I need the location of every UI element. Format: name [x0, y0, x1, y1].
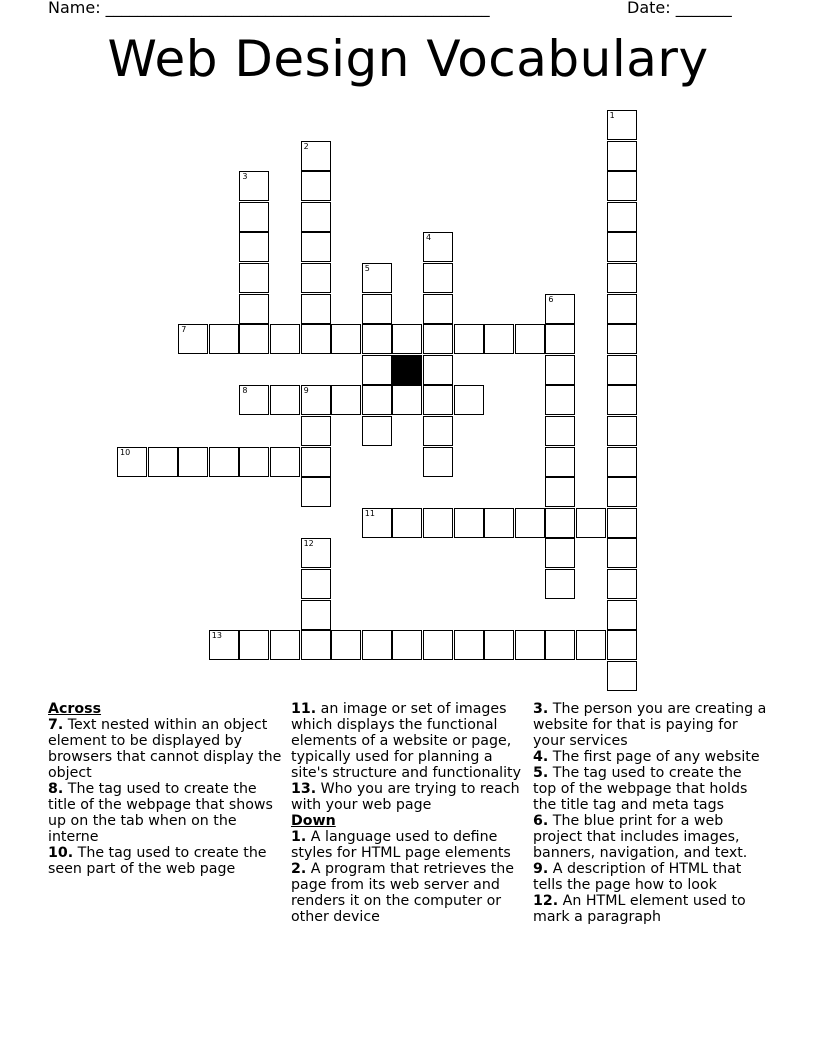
grid-cell[interactable] — [331, 324, 361, 354]
grid-cell[interactable] — [362, 263, 392, 293]
cell-number: 6 — [548, 294, 554, 304]
grid-cell[interactable] — [454, 508, 484, 538]
grid-cell[interactable] — [545, 508, 575, 538]
grid-cell[interactable] — [423, 508, 453, 538]
grid-cell[interactable] — [301, 141, 331, 171]
clue-across-7: 7. Text nested within an object element to be displayed by browsers that cannot display the object — [48, 717, 282, 781]
grid-cell[interactable] — [301, 202, 331, 232]
grid-cell[interactable] — [607, 630, 637, 660]
grid-cell[interactable] — [545, 477, 575, 507]
name-field-label: Name: ________________________________________________ — [48, 0, 490, 17]
grid-cell[interactable] — [117, 447, 147, 477]
grid-cell[interactable] — [423, 324, 453, 354]
grid-cell[interactable] — [607, 416, 637, 446]
grid-cell[interactable] — [178, 324, 208, 354]
down-heading: Down — [291, 813, 336, 829]
grid-cell[interactable] — [392, 324, 422, 354]
clues-column-2 — [291, 701, 527, 925]
grid-cell[interactable] — [607, 661, 637, 691]
grid-cell[interactable] — [270, 630, 300, 660]
grid-cell[interactable] — [484, 508, 514, 538]
grid-cell[interactable] — [301, 385, 331, 415]
grid-cell[interactable] — [239, 447, 269, 477]
clue-down-6: 6. The blue print for a web project that includes images, banners, navigation, and text. — [533, 813, 748, 861]
grid-cell[interactable] — [239, 232, 269, 262]
grid-cell[interactable] — [270, 447, 300, 477]
clue-across-10: 10. The tag used to create the seen part of the web page — [48, 845, 267, 877]
grid-cell[interactable] — [423, 294, 453, 324]
cell-number: 8 — [242, 386, 248, 396]
grid-cell[interactable] — [301, 477, 331, 507]
cell-number: 3 — [242, 172, 248, 182]
cell-number: 5 — [364, 264, 370, 273]
clue-down-12: 12. An HTML element used to mark a paragraph — [533, 893, 746, 925]
grid-cell[interactable] — [484, 324, 514, 354]
clues-column-1 — [48, 701, 284, 877]
clue-down-5: 5. The tag used to create the top of the webpage that holds the title tag and meta tags — [533, 765, 748, 813]
grid-cell[interactable] — [545, 447, 575, 477]
grid-cell[interactable] — [607, 385, 637, 415]
grid-cell[interactable] — [301, 171, 331, 201]
grid-cell[interactable] — [545, 630, 575, 660]
grid-cell[interactable] — [392, 630, 422, 660]
cell-number: 11 — [364, 508, 375, 518]
grid-cell[interactable] — [454, 324, 484, 354]
grid-cell[interactable] — [545, 294, 575, 324]
grid-cell[interactable] — [607, 171, 637, 201]
grid-cell[interactable] — [331, 630, 361, 660]
cell-number: 2 — [303, 141, 309, 151]
grid-cell[interactable] — [362, 294, 392, 324]
grid-cell[interactable] — [239, 385, 269, 415]
grid-cell[interactable] — [607, 538, 637, 568]
grid-cell[interactable] — [270, 324, 300, 354]
grid-cell[interactable] — [607, 569, 637, 599]
grid-cell[interactable] — [362, 324, 392, 354]
grid-cell[interactable] — [148, 447, 178, 477]
grid-cell[interactable] — [270, 385, 300, 415]
grid-cell[interactable] — [607, 508, 637, 538]
grid-cell[interactable] — [239, 294, 269, 324]
clue-down-2: 2. A program that retrieves the page from its web server and renders it on the computer or other device — [291, 861, 515, 925]
grid-cell[interactable] — [423, 355, 453, 385]
grid-cell[interactable] — [545, 569, 575, 599]
grid-cell[interactable] — [607, 447, 637, 477]
clue-down-1: 1. A language used to define styles for HTML page elements — [291, 829, 511, 861]
grid-cell[interactable] — [301, 324, 331, 354]
grid-cell[interactable] — [301, 232, 331, 262]
grid-cell[interactable] — [301, 447, 331, 477]
grid-cell[interactable] — [362, 630, 392, 660]
grid-cell[interactable] — [576, 508, 606, 538]
grid-cell[interactable] — [392, 385, 422, 415]
grid-block — [392, 355, 422, 385]
grid-cell[interactable] — [515, 630, 545, 660]
grid-cell[interactable] — [209, 324, 239, 354]
grid-cell[interactable] — [301, 416, 331, 446]
grid-cell[interactable] — [209, 447, 239, 477]
grid-cell[interactable] — [362, 508, 392, 538]
cell-number: 10 — [120, 447, 131, 457]
grid-cell[interactable] — [301, 630, 331, 660]
grid-cell[interactable] — [239, 263, 269, 293]
grid-cell[interactable] — [607, 202, 637, 232]
clues-column-3 — [533, 701, 769, 925]
cell-number: 1 — [609, 111, 615, 120]
grid-cell[interactable] — [423, 263, 453, 293]
grid-cell[interactable] — [423, 416, 453, 446]
grid-cell[interactable] — [545, 385, 575, 415]
clue-across-8: 8. The tag used to create the title of the webpage that shows up on the tab when on the interne — [48, 781, 273, 845]
grid-cell[interactable] — [607, 324, 637, 354]
grid-cell[interactable] — [239, 171, 269, 201]
grid-cell[interactable] — [545, 538, 575, 568]
grid-cell[interactable] — [178, 447, 208, 477]
across-heading: Across — [48, 701, 102, 717]
grid-cell[interactable] — [239, 630, 269, 660]
clue-down-4: 4. The first page of any website — [533, 749, 760, 765]
grid-cell[interactable] — [545, 324, 575, 354]
grid-cell[interactable] — [607, 263, 637, 293]
cell-number: 12 — [303, 539, 314, 549]
grid-cell[interactable] — [545, 355, 575, 385]
grid-cell[interactable] — [362, 355, 392, 385]
grid-cell[interactable] — [454, 385, 484, 415]
grid-cell[interactable] — [545, 416, 575, 446]
grid-cell[interactable] — [607, 141, 637, 171]
clue-down-9: 9. A description of HTML that tells the page how to look — [533, 861, 742, 893]
grid-cell[interactable] — [301, 294, 331, 324]
grid-cell[interactable] — [362, 385, 392, 415]
cell-number: 9 — [303, 386, 309, 396]
grid-cell[interactable] — [607, 294, 637, 324]
clue-across-11: 11. an image or set of images which displays the functional elements of a website or page, typically used for planning a site's structure and functionality — [291, 701, 522, 781]
grid-cell[interactable] — [607, 477, 637, 507]
grid-cell[interactable] — [454, 630, 484, 660]
grid-cell[interactable] — [301, 569, 331, 599]
grid-cell[interactable] — [423, 232, 453, 262]
grid-cell[interactable] — [301, 600, 331, 630]
grid-cell[interactable] — [423, 630, 453, 660]
clue-down-3: 3. The person you are creating a website for that is paying for your services — [533, 701, 767, 749]
grid-cell[interactable] — [392, 508, 422, 538]
grid-cell[interactable] — [239, 202, 269, 232]
grid-cell[interactable] — [301, 263, 331, 293]
grid-cell[interactable] — [331, 385, 361, 415]
grid-cell[interactable] — [515, 508, 545, 538]
grid-cell[interactable] — [576, 630, 606, 660]
grid-cell[interactable] — [362, 416, 392, 446]
grid-cell[interactable] — [423, 447, 453, 477]
page-title: Web Design Vocabulary — [107, 30, 709, 88]
cell-number: 13 — [211, 631, 222, 641]
grid-cell[interactable] — [607, 600, 637, 630]
cell-number: 7 — [181, 325, 187, 335]
grid-cell[interactable] — [607, 232, 637, 262]
clue-across-13: 13. Who you are trying to reach with your web page — [291, 781, 520, 813]
grid-cell[interactable] — [301, 538, 331, 568]
date-field-label: Date: _______ — [627, 0, 732, 17]
grid-cell[interactable] — [607, 110, 637, 140]
cell-number: 4 — [426, 233, 432, 243]
grid-cell[interactable] — [423, 385, 453, 415]
grid-cell[interactable] — [239, 324, 269, 354]
grid-cell[interactable] — [607, 355, 637, 385]
grid-cell[interactable] — [209, 630, 239, 660]
grid-cell[interactable] — [484, 630, 514, 660]
grid-cell[interactable] — [515, 324, 545, 354]
